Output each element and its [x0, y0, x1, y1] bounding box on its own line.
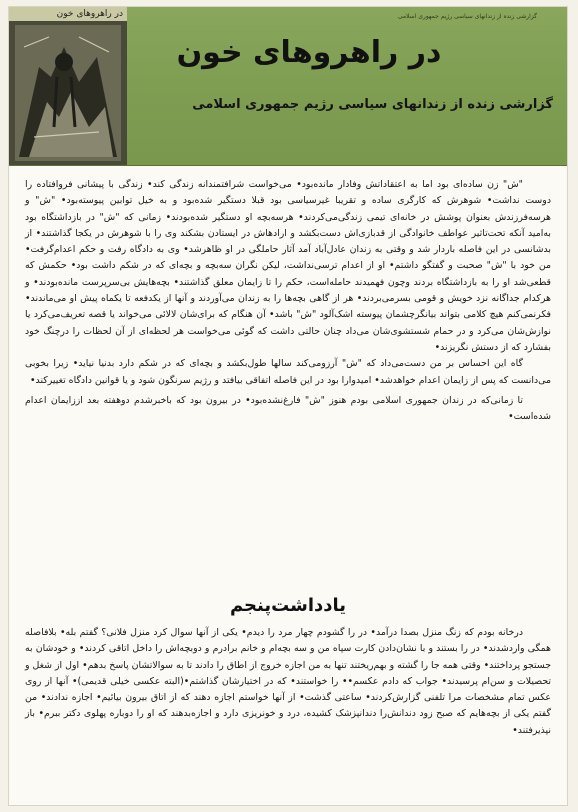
- cover-tiny-caption: گزارشی زنده از زندانهای سیاسی رژیم جمهوری اسلامی: [397, 13, 537, 20]
- cover-artwork-drawing: [9, 7, 127, 165]
- book-title: در راهروهای خون: [176, 35, 442, 70]
- book-cover-banner: [9, 7, 568, 166]
- paragraph-3: تا زمانی‌که در زندان جمهوری اسلامی بودم هنوز "ش" فارغ‌نشده‌بود• در بیرون بود که باخبرشدم دوهفته بعد اززایمان اعدام شده‌است•: [25, 394, 551, 423]
- body-text-lower: [25, 625, 551, 739]
- cover-small-label: در راهروهای خون: [9, 7, 127, 21]
- section-title: یادداشت‌پنجم: [229, 595, 347, 616]
- paragraph-1: "ش" زن ساده‌ای بود اما به اعتقاداتش وفادار مانده‌بود• می‌خواست شرافتمندانه زندگی کند• زندگی با پیشانی فروافتاده را دوست نداشت• شوهرش که کارگری ساده و تقریبا غیرسیاسی بود قبلا دستگیر شده‌بود و به خیل توابین پیوسته‌بود• "ش" و هرسه‌فرزندش بعنوان پوشش در خانه‌ای تیمی زندگی‌می‌کردند• هرسه‌بچه او دستگیر شده‌بودند• زمانی که "ش" در بازداشتگاه بود به‌امید آنکه تحت‌تاثیر عواطف خانوادگی از قدبازی‌اش دست‌بکشد و ارادهاش در ایستادن بشکند وی را با شوهرش در یکجا گذاشتند• از بدشانسی در این فاصله باردار شد و وقتی به زندان عادل‌آباد آمد آثار حاملگی در او ظاهرشد• وی به دادگاه رفت و حکم اعدام‌گرفت• من خود با "ش" صحبت و گفتگو داشتم• او از اعدام ترسی‌نداشت، لیکن نگران سه‌بچه و بچه‌ای که در شکم داشت بود• حکمش که قطعی‌شد او را به بازداشتگاه بردند وچون فهمیدند حامله‌است، حکم را تا زایمان معلق گذاشتند• بچه‌هایش بی‌سرپرست مانده‌بودند• و هرکدام جداگانه نزد خویش و قومی بسرمی‌بردند• هر از گاهی بچه‌ها را به زندان می‌آوردند و آنها از یکدفعه تا یکماه پیش او می‌ماندند• فکرنمی‌کنم هیچ کلامی بتواند بیانگرچشمان پیوسته اشک‌آلود "ش" باشد• آن هنگام که برای‌شان لالائی می‌خواند یا قصه تعریف‌می‌کرد یا نوازش‌شان می‌کرد و در حمام شستشوی‌شان می‌داد چنان حالتی داشت که گوئی می‌خواست هر لحظه‌ای از آن لحظات را درچنگ خود بفشارد که از دستش نگریزند•: [25, 179, 551, 353]
- body-text-upper: [25, 177, 551, 425]
- book-subtitle: گزارشی زنده از زندانهای سیاسی رژیم جمهوری اسلامی: [192, 97, 553, 112]
- document-page: [8, 6, 568, 806]
- paragraph-4: درخانه بودم که زنگ منزل بصدا درآمد• در را گشودم چهار مرد را دیدم• یکی از آنها سوال کرد منزل فلانی؟ گفتم بله• بلافاصله همگی واردشدند• در را بستند و با نشان‌دادن کارت سپاه من و سه بچه‌ام و خانم برادرم و دوبچه‌اش را داخل اتاقی کردند• و خودشان به جستجو پرداختند• وقتی همه جا را گشته و بهم‌ریختند تنها به من اجازه خروج از اطاق را دادند تا به سوالاتشان پاسخ بدهم• اول از شغل و تحصیلات و سن‌ام پرسیدند• جواب که دادم عکسم‌•• را خواستند• که در اختیارشان گذاشتم•(البته عکسی خیلی قدیمی)• آنها از روی عکس تمام مشخصات مرا تلفنی گزارش‌کردند• ساعتی گذشت• از آنها خواستم اجازه دهند که از اتاق بیرون بیائیم• اجازه ندادند• من گفتم یکی از بچه‌هایم که صبح زود دندانش‌را دندانپزشک کشیده، درد و خونریزی دارد و اجازه‌بدهند که او را دوباره پهلوی دکتر ببرم• باز نپذیرفتند•: [25, 627, 551, 736]
- paragraph-2: گاه این احساس بر من دست‌می‌داد که "ش" آرزومی‌کند سالها طول‌بکشد و بچه‌ای که در شکم دارد بدنیا نیاید• زیرا بخوبی می‌دانست که پس از زایمان اعدام خواهدشد• امیدوارا بود در این فاصله اتفاقی بیافتد و رژیم سرنگون شود و یا قوانین دادگاه تغییرکند•: [25, 358, 551, 386]
- cover-artwork: [9, 7, 127, 165]
